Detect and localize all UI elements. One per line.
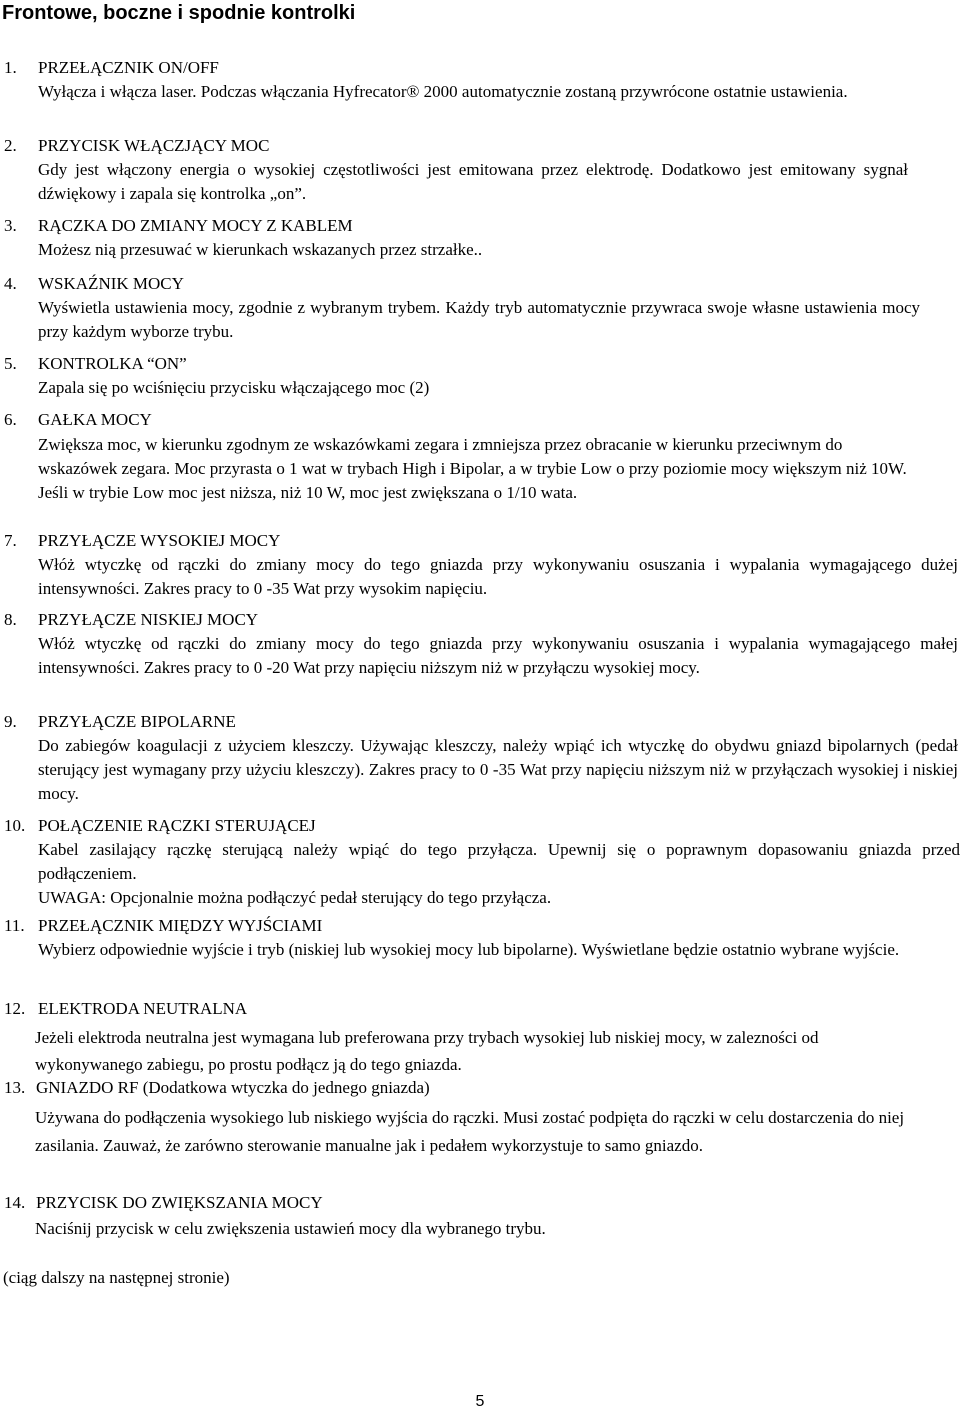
item-number: 13.	[4, 1078, 26, 1097]
item-number: 3.	[4, 216, 17, 235]
item-number: 4.	[4, 274, 17, 293]
item-heading: RĄCZKA DO ZMIANY MOCY Z KABLEM	[38, 216, 353, 235]
item-text: Używana do podłączenia wysokiego lub niskiego wyjścia do rączki. Musi zostać podpięta do rączki w celu dostarczenia do niej zasilania. Zauważ, że zarówno sterowanie manualne jak i pedałem wykorzystuje to samo gniazdo.	[35, 1108, 905, 1155]
item-text: Możesz nią przesuwać w kierunkach wskazanych przez strzałke..	[38, 240, 483, 259]
page-title: Frontowe, boczne i spodnie kontrolki	[2, 2, 356, 24]
item-heading: PRZEŁĄCZNIK MIĘDZY WYJŚCIAMI	[38, 916, 323, 935]
item-number: 8.	[4, 610, 17, 629]
item-heading: PRZYŁĄCZE WYSOKIEJ MOCY	[38, 531, 281, 550]
item-text: Zwiększa moc, w kierunku zgodnym ze wskazówkami zegara i zmniejsza przez obracanie w kierunku przeciwnym do wskazówek zegara. Moc przyrasta o 1 wat w trybach High i Bipolar, a w trybie Low o przy poziomie mocy większym niż 10W. Jeśli w trybie Low moc jest niższa, niż 10 W, moc jest zwiększana o 1/10 wata.	[38, 435, 907, 502]
item-text: Jeżeli elektroda neutralna jest wymagana lub preferowana przy trybach wysokiej lub niskiej mocy, w zalezności od wykonywanego zabiegu, po prostu podłącz ją do tego gniazda.	[35, 1028, 819, 1074]
item-text: Do zabiegów koagulacji z użyciem kleszczy. Używając kleszczy, należy wpiąć ich wtyczkę do obydwu gniazd bipolarnych (pedał sterujący jest wymagany przy użyciu kleszczy). Zakres pracy to 0 -35 Wat przy napięciu niższym niż w przyłączach wysokiej i niskiej mocy.	[38, 736, 958, 803]
item-note: UWAGA: Opcjonalnie można podłączyć pedał sterujący do tego przyłącza.	[38, 888, 552, 907]
item-heading: PRZYCISK WŁĄCZJĄCY MOC	[38, 136, 270, 155]
item-heading: POŁĄCZENIE RĄCZKI STERUJĄCEJ	[38, 816, 316, 835]
item-heading: GAŁKA MOCY	[38, 410, 152, 429]
item-number: 7.	[4, 531, 17, 550]
item-number: 5.	[4, 354, 17, 373]
item-heading: ELEKTRODA NEUTRALNA	[38, 999, 248, 1018]
continued-note: (ciąg dalszy na następnej stronie)	[3, 1268, 230, 1287]
item-text: Włóż wtyczkę od rączki do zmiany mocy do tego gniazda przy wykonywaniu osuszania i wypalania wymagającego dużej intensywności. Zakres pracy to 0 -35 Wat przy wysokim napięciu.	[38, 555, 958, 598]
item-text: Wyłącza i włącza laser. Podczas włączania Hyfrecator® 2000 automatycznie zostaną przywrócone ostatnie ustawienia.	[38, 82, 848, 101]
item-number: 11.	[4, 916, 25, 935]
item-text: Włóż wtyczkę od rączki do zmiany mocy do tego gniazda przy wykonywaniu osuszania i wypalania wymagającego małej intensywności. Zakres pracy to 0 -20 Wat przy napięciu niższym niż w przyłączu wysokiej mocy.	[38, 634, 958, 677]
item-number: 1.	[4, 58, 17, 77]
item-number: 12.	[4, 999, 26, 1018]
item-number: 6.	[4, 410, 17, 429]
item-heading: PRZYŁĄCZE BIPOLARNE	[38, 712, 236, 731]
item-text: Kabel zasilający rączkę sterującą należy wpiąć do tego przyłącza. Upewnij się o poprawnym dopasowaniu gniazda przed podłączeniem.	[38, 840, 960, 883]
item-text: Zapala się po wciśnięciu przycisku włączającego moc (2)	[38, 378, 430, 397]
item-number: 2.	[4, 136, 17, 155]
item-number: 10.	[4, 816, 26, 835]
item-heading: KONTROLKA “ON”	[38, 354, 187, 373]
item-heading: PRZYCISK DO ZWIĘKSZANIA MOCY	[36, 1193, 323, 1212]
item-heading: GNIAZDO RF (Dodatkowa wtyczka do jednego gniazda)	[36, 1078, 430, 1097]
item-text: Naciśnij przycisk w celu zwiększenia ustawień mocy dla wybranego trybu.	[35, 1219, 546, 1238]
item-number: 14.	[4, 1193, 26, 1212]
item-text: Gdy jest włączony energia o wysokiej częstotliwości jest emitowana przez elektrodę. Dodatkowo jest emitowany sygnał dźwiękowy i zapala się kontrolka „on”.	[38, 160, 908, 203]
item-text: Wyświetla ustawienia mocy, zgodnie z wybranym trybem. Każdy tryb automatycznie przywraca swoje własne ustawienia mocy przy każdym wyborze trybu.	[38, 298, 920, 341]
item-heading: PRZYŁĄCZE NISKIEJ MOCY	[38, 610, 259, 629]
item-text: Wybierz odpowiednie wyjście i tryb (niskiej lub wysokiej mocy lub bipolarne). Wyświetlane będzie ostatnio wybrane wyjście.	[38, 940, 900, 959]
page-number: 5	[475, 1393, 485, 1410]
item-number: 9.	[4, 712, 17, 731]
item-heading: PRZEŁĄCZNIK ON/OFF	[38, 58, 219, 77]
item-heading: WSKAŹNIK MOCY	[38, 274, 184, 293]
